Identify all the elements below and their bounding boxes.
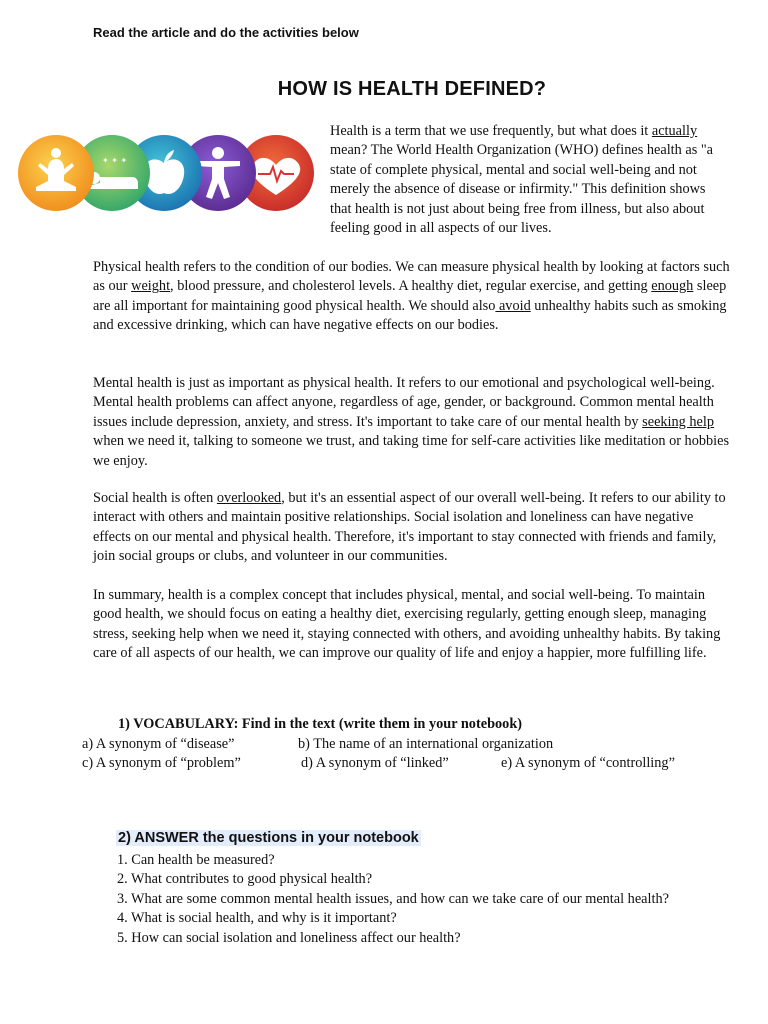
- physical-text-3: sleep are all important for maintaining good physical health. We should also: [93, 278, 727, 314]
- word-avoid: avoid: [495, 297, 531, 314]
- question-list: [117, 851, 669, 948]
- physical-text-4: unhealthy habits such as smoking and excessive drinking, which can have negative effects on our bodies.: [93, 297, 727, 334]
- vocab-item-b: b) The name of an international organization: [298, 736, 554, 752]
- social-health-paragraph: [93, 489, 733, 567]
- vocab-item-a: a) A synonym of “disease”: [82, 736, 235, 752]
- vocab-item-e: e) A synonym of “controlling”: [501, 755, 675, 771]
- intro-paragraph: [330, 122, 730, 238]
- page-title: HOW IS HEALTH DEFINED?: [277, 78, 547, 100]
- word-enough: enough: [651, 278, 694, 295]
- question-3: 3. What are some common mental health issues, and how can we take care of our mental health?: [117, 890, 669, 907]
- word-actually: actually: [651, 123, 698, 139]
- answer-heading: 2) ANSWER the questions in your notebook: [118, 830, 419, 846]
- mental-text-1: Mental health is just as important as physical health. It refers to our emotional and psychological well-being. Mental health problems can affect anyone, regardless of age, gender, or background. Common mental health issues include depression, anxiety, and stress. It's important to take care of our mental health by: [93, 375, 715, 430]
- mental-health-paragraph: [93, 374, 733, 471]
- physical-text-1: Physical health refers to the condition of our bodies. We can measure physical health by looking at factors such as our: [93, 259, 730, 295]
- summary-text: In summary, health is a complex concept that includes physical, mental, and social well-being. To maintain good health, we should focus on eating a healthy diet, exercising regularly, getting enough sleep, managing stress, seeking help when we need it, staying connected with others, and avoiding unhealthy habits. By taking care of all aspects of our health, we can improve our quality of life and enjoy a happier, more fulfilling life.: [93, 587, 721, 662]
- social-text-1: Social health is often: [93, 490, 217, 506]
- word-weight: weight: [131, 278, 171, 295]
- health-icons-banner: [18, 133, 318, 213]
- intro-text-1: Health is a term that we use frequently, but what does it: [330, 123, 652, 139]
- question-1: 1. Can health be measured?: [117, 852, 275, 868]
- mental-text-2: when we need it, talking to someone we trust, and taking time for self-care activities like meditation or hobbies we enjoy.: [93, 433, 730, 469]
- question-4: 4. What is social health, and why is it important?: [117, 910, 397, 927]
- question-5: 5. How can social isolation and loneliness affect our health?: [117, 929, 461, 946]
- physical-text-2: , blood pressure, and cholesterol levels. A healthy diet, regular exercise, and getting: [170, 278, 652, 295]
- vocab-item-c: c) A synonym of “problem”: [82, 755, 241, 771]
- meditation-icon: [18, 135, 94, 211]
- word-seeking-help: seeking help: [642, 413, 715, 430]
- question-2: 2. What contributes to good physical health?: [117, 871, 373, 888]
- physical-health-paragraph: [93, 258, 733, 336]
- summary-paragraph: [93, 586, 733, 664]
- social-text-2: , but it's an essential aspect of our overall well-being. It refers to our ability to interact with others and maintain positive relationships. Social isolation and loneliness can have negative effects on our mental and physical health. Therefore, it's important to stay connected with friends and family, join social groups or clubs, and volunteer in our communities.: [93, 490, 726, 565]
- vocabulary-heading: 1) VOCABULARY: Find in the text (write them in your notebook): [118, 716, 523, 732]
- instruction-text: Read the article and do the activities below: [93, 25, 359, 40]
- intro-text-2: mean? The World Health Organization (WHO) defines health as "a state of complete physical, mental and social well-being and not merely the absence of disease or infirmity." This definition shows that health is not just about being free from illness, but also about feeling good in all aspects of our lives.: [330, 142, 714, 237]
- vocab-item-d: d) A synonym of “linked”: [301, 755, 449, 771]
- word-overlooked: overlooked: [216, 490, 282, 506]
- svg-text:✦ ✦ ✦: ✦ ✦ ✦: [102, 156, 128, 165]
